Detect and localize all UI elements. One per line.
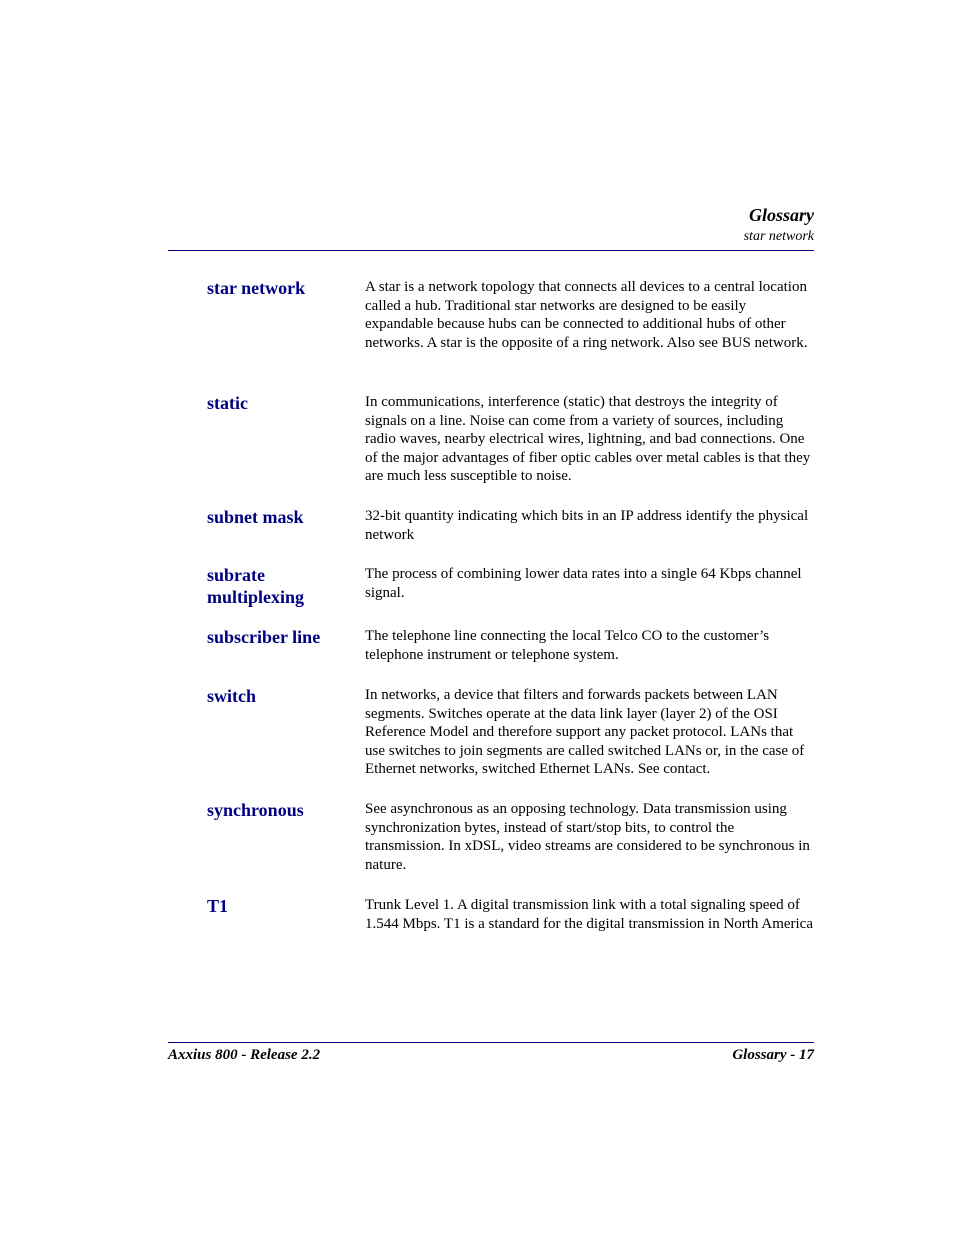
- glossary-term: star network: [207, 278, 306, 298]
- glossary-term: subnet mask: [207, 507, 304, 527]
- glossary-definition: The process of combining lower data rates into a single 64 Kbps channel signal.: [365, 566, 802, 601]
- footer-page-number: Glossary - 17: [732, 1047, 814, 1063]
- glossary-term: static: [207, 393, 248, 413]
- glossary-definition: In communications, interference (static) that destroys the integrity of signals on a line. Noise can come from a variety of sources, including radio waves, nearby electrical wires, lightning, and bad connections. One of the major advantages of fiber optic cables over metal cables is that they are much less susceptible to noise.: [365, 394, 811, 485]
- glossary-definition: 32-bit quantity indicating which bits in an IP address identify the physical network: [365, 508, 809, 543]
- glossary-term: T1: [207, 896, 229, 916]
- header-subtitle: star network: [743, 229, 814, 244]
- header-rule: [168, 250, 814, 251]
- glossary-term: subrate multiplexing: [207, 565, 305, 607]
- glossary-term: synchronous: [207, 800, 304, 820]
- footer-product: Axxius 800 - Release 2.2: [168, 1047, 321, 1063]
- header-title: Glossary: [748, 205, 814, 225]
- page-header: [168, 203, 814, 246]
- glossary-definition: See asynchronous as an opposing technology. Data transmission using synchronization bytes, instead of start/stop bits, to control the transmission. In xDSL, video streams are considered to be synchronous in nature.: [365, 801, 810, 873]
- glossary-term: subscriber line: [207, 627, 321, 647]
- footer-rule: [168, 1042, 814, 1043]
- glossary-definition: The telephone line connecting the local Telco CO to the customer’s telephone instrument or telephone system.: [365, 628, 770, 663]
- glossary-definition: A star is a network topology that connects all devices to a central location called a hub. Traditional star networks are designed to be easily expandable because hubs can be connected to additional hubs of other networks. A star is the opposite of a ring network. Also see BUS network.: [365, 279, 808, 351]
- glossary-definition: In networks, a device that filters and forwards packets between LAN segments. Switches operate at the data link layer (layer 2) of the OSI Reference Model and therefore support any packet protocol. LANs that use switches to join segments are called switched LANs or, in the case of Ethernet networks, switched Ethernet LANs. See contact.: [365, 687, 805, 778]
- glossary-term: switch: [207, 686, 256, 706]
- glossary-definition: Trunk Level 1. A digital transmission link with a total signaling speed of 1.544 Mbps. T1 is a standard for the digital transmission in North America: [365, 897, 813, 932]
